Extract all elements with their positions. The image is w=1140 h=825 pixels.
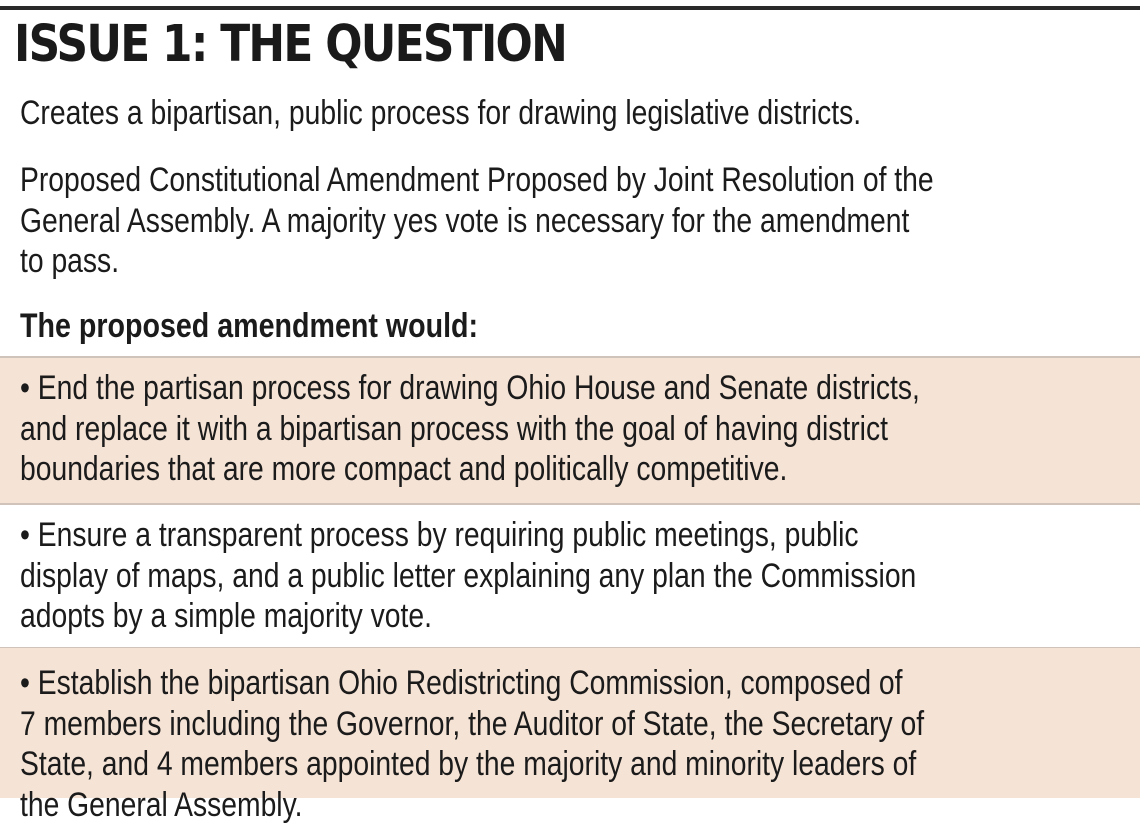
bullet-2-line-1: • Ensure a transparent process by requiring public meetings, public bbox=[20, 515, 916, 556]
description-line-3: to pass. bbox=[20, 241, 934, 282]
bullet-item-1 bbox=[20, 368, 920, 490]
bullet-2-line-2: display of maps, and a public letter explaining any plan the Commission bbox=[20, 556, 916, 597]
top-rule bbox=[0, 6, 1140, 10]
bullet-3-line-4: the General Assembly. bbox=[20, 785, 924, 825]
bullet-2-line-3: adopts by a simple majority vote. bbox=[20, 596, 916, 637]
description-paragraph bbox=[20, 160, 934, 282]
bullet-1-line-1: • End the partisan process for drawing Ohio House and Senate districts, bbox=[20, 368, 920, 409]
band-divider bbox=[0, 356, 1140, 358]
bullet-1-line-3: boundaries that are more compact and politically competitive. bbox=[20, 449, 920, 490]
bullet-3-line-3: State, and 4 members appointed by the majority and minority leaders of bbox=[20, 744, 924, 785]
summary-text: Creates a bipartisan, public process for drawing legislative districts. bbox=[20, 93, 861, 134]
bullet-item-2 bbox=[20, 515, 916, 637]
bullet-1-line-2: and replace it with a bipartisan process with the goal of having district bbox=[20, 409, 920, 450]
description-line-2: General Assembly. A majority yes vote is necessary for the amendment bbox=[20, 201, 934, 242]
band-divider bbox=[0, 503, 1140, 505]
bullet-3-line-2: 7 members including the Governor, the Auditor of State, the Secretary of bbox=[20, 704, 924, 745]
bullet-item-3 bbox=[20, 663, 924, 825]
bullet-3-line-1: • Establish the bipartisan Ohio Redistricting Commission, composed of bbox=[20, 663, 924, 704]
list-heading: The proposed amendment would: bbox=[20, 306, 478, 347]
description-line-1: Proposed Constitutional Amendment Proposed by Joint Resolution of the bbox=[20, 160, 934, 201]
page-title: ISSUE 1: THE QUESTION bbox=[14, 12, 566, 78]
